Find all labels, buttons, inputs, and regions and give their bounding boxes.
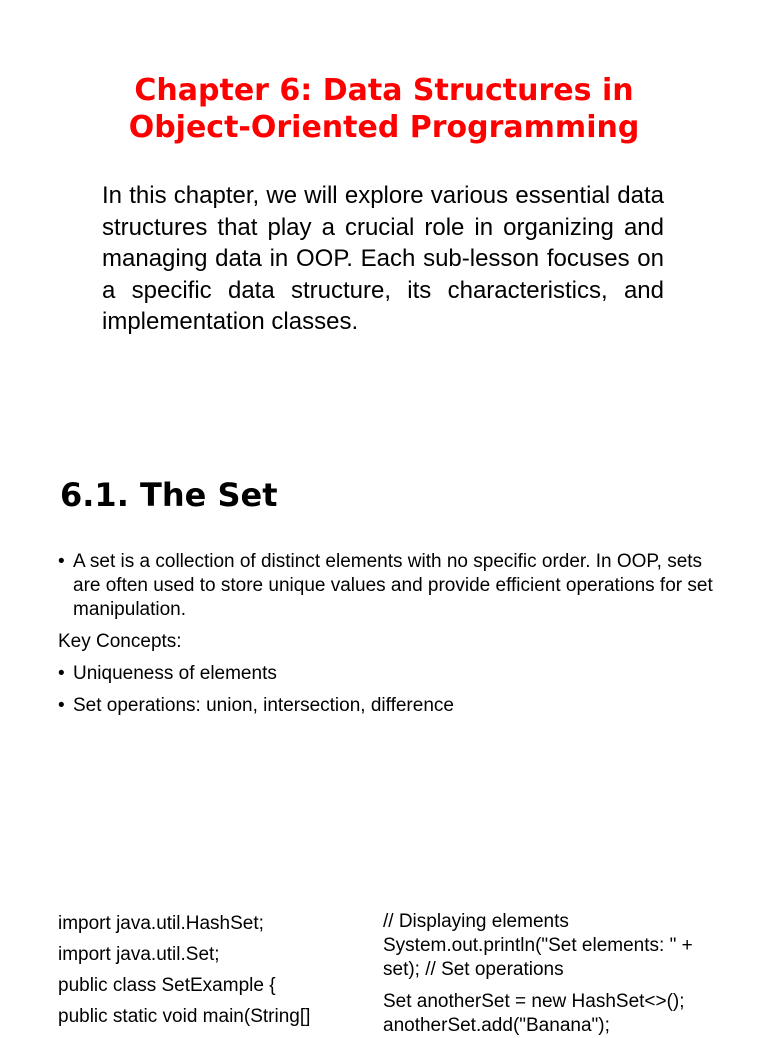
section-heading: 6.1. The Set [60, 476, 278, 514]
code-column-left [58, 908, 358, 1032]
chapter-title: Chapter 6: Data Structures in Object-Oriented Programming [128, 73, 640, 145]
code-line: Set anotherSet = new HashSet<>(); [383, 991, 685, 1012]
code-column-right [383, 910, 728, 1038]
key-concepts-label: Key Concepts: [58, 631, 182, 652]
set-description: • A set is a collection of distinct elements with no specific order. In OOP, sets are often used to store unique values and provide efficient operations for set manipulation. [58, 550, 718, 622]
key-concept-item: • Uniqueness of elements [58, 662, 718, 686]
code-line: System.out.println("Set elements: " + set); // Set operations [383, 935, 698, 980]
code-line: // Displaying elements [383, 911, 569, 932]
section-content [58, 550, 718, 726]
code-line: public class SetExample { [58, 975, 276, 996]
key-concept-item: • Set operations: union, intersection, difference [58, 694, 718, 718]
code-line: anotherSet.add("Banana"); [383, 1015, 610, 1036]
code-line: public static void main(String[] [58, 1006, 311, 1027]
code-line: import java.util.Set; [58, 944, 220, 965]
code-line: import java.util.HashSet; [58, 913, 264, 934]
chapter-intro: In this chapter, we will explore various essential data structures that play a crucial role in organizing and managing data in OOP. Each sub-lesson focuses on a specific data structure, its characteristics, and implementation classes. [102, 182, 664, 335]
